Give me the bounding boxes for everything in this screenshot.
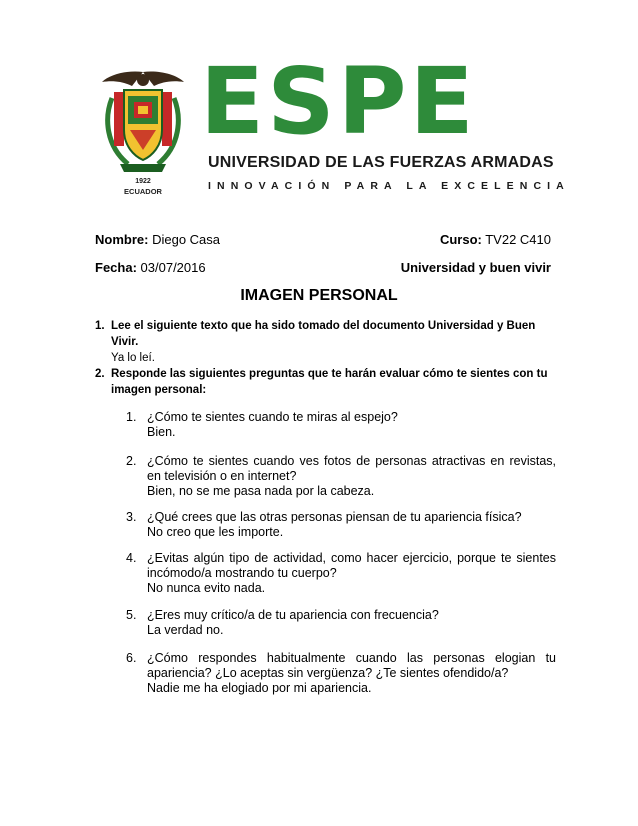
question-number: 1. — [126, 410, 137, 424]
nombre-label: Nombre: — [95, 232, 149, 247]
question-number: 3. — [126, 510, 137, 524]
instruction-item — [95, 366, 555, 398]
question-text: ¿Cómo te sientes cuando ves fotos de personas atractivas en revistas, en televisión o en internet? — [147, 454, 556, 483]
question-answer: Nadie me ha elogiado por mi apariencia. — [147, 681, 372, 695]
nombre-line — [95, 232, 220, 248]
nombre-value: Diego Casa — [152, 232, 221, 247]
instruction-number: 2. — [95, 368, 105, 380]
university-tagline: INNOVACIÓN PARA LA EXCELENCIA — [208, 180, 570, 192]
question-item — [126, 410, 556, 440]
question-text: ¿Evitas algún tipo de actividad, como hacer ejercicio, porque te sientes incómodo/a mostrando tu cuerpo? — [147, 551, 556, 580]
question-number: 6. — [126, 651, 137, 665]
crest-country: ECUADOR — [124, 187, 162, 196]
question-item — [126, 651, 556, 696]
curso-label: Curso: — [439, 232, 482, 247]
question-answer: La verdad no. — [147, 623, 224, 637]
instruction-item — [95, 318, 555, 366]
question-item — [126, 608, 556, 638]
fecha-value: 03/07/2016 — [140, 260, 206, 275]
subject-text: Universidad y buen vivir — [400, 260, 551, 275]
university-name: UNIVERSIDAD DE LAS FUERZAS ARMADAS — [208, 154, 554, 171]
subject-line — [401, 260, 551, 276]
question-text: ¿Cómo te sientes cuando te miras al espejo? — [147, 410, 398, 424]
crest-emblem-icon — [98, 68, 188, 178]
curso-line — [440, 232, 551, 248]
question-text: ¿Eres muy crítico/a de tu apariencia con frecuencia? — [147, 608, 439, 622]
question-item — [126, 454, 556, 499]
logo-wordmark: ESPE — [200, 48, 477, 155]
page-title: IMAGEN PERSONAL — [240, 287, 398, 304]
question-answer: No creo que les importe. — [147, 525, 284, 539]
crest-year: 1922 — [135, 178, 151, 185]
instruction-text: Lee el siguiente texto que ha sido tomado del documento Universidad y Buen Vivir. — [111, 320, 536, 348]
university-crest — [98, 68, 188, 198]
question-answer: Bien. — [147, 425, 176, 439]
instruction-text: Responde las siguientes preguntas que te harán evaluar cómo te sientes con tu imagen personal: — [111, 368, 548, 396]
instruction-number: 1. — [95, 320, 105, 332]
question-answer: Bien, no se me pasa nada por la cabeza. — [147, 484, 375, 498]
instruction-answer: Ya lo leí. — [111, 352, 155, 364]
question-text: ¿Cómo respondes habitualmente cuando las personas elogian tu apariencia? ¿Lo aceptas sin vergüenza? ¿Te sientes ofendido/a? — [147, 651, 556, 680]
question-number: 5. — [126, 608, 137, 622]
fecha-label: Fecha: — [95, 260, 137, 275]
fecha-line — [95, 260, 206, 276]
question-item — [126, 551, 556, 596]
curso-value: TV22 C410 — [485, 232, 551, 247]
question-answer: No nunca evito nada. — [147, 581, 266, 595]
question-number: 2. — [126, 454, 137, 468]
question-number: 4. — [126, 551, 137, 565]
question-item — [126, 510, 556, 540]
question-text: ¿Qué crees que las otras personas piensan de tu apariencia física? — [147, 510, 522, 524]
